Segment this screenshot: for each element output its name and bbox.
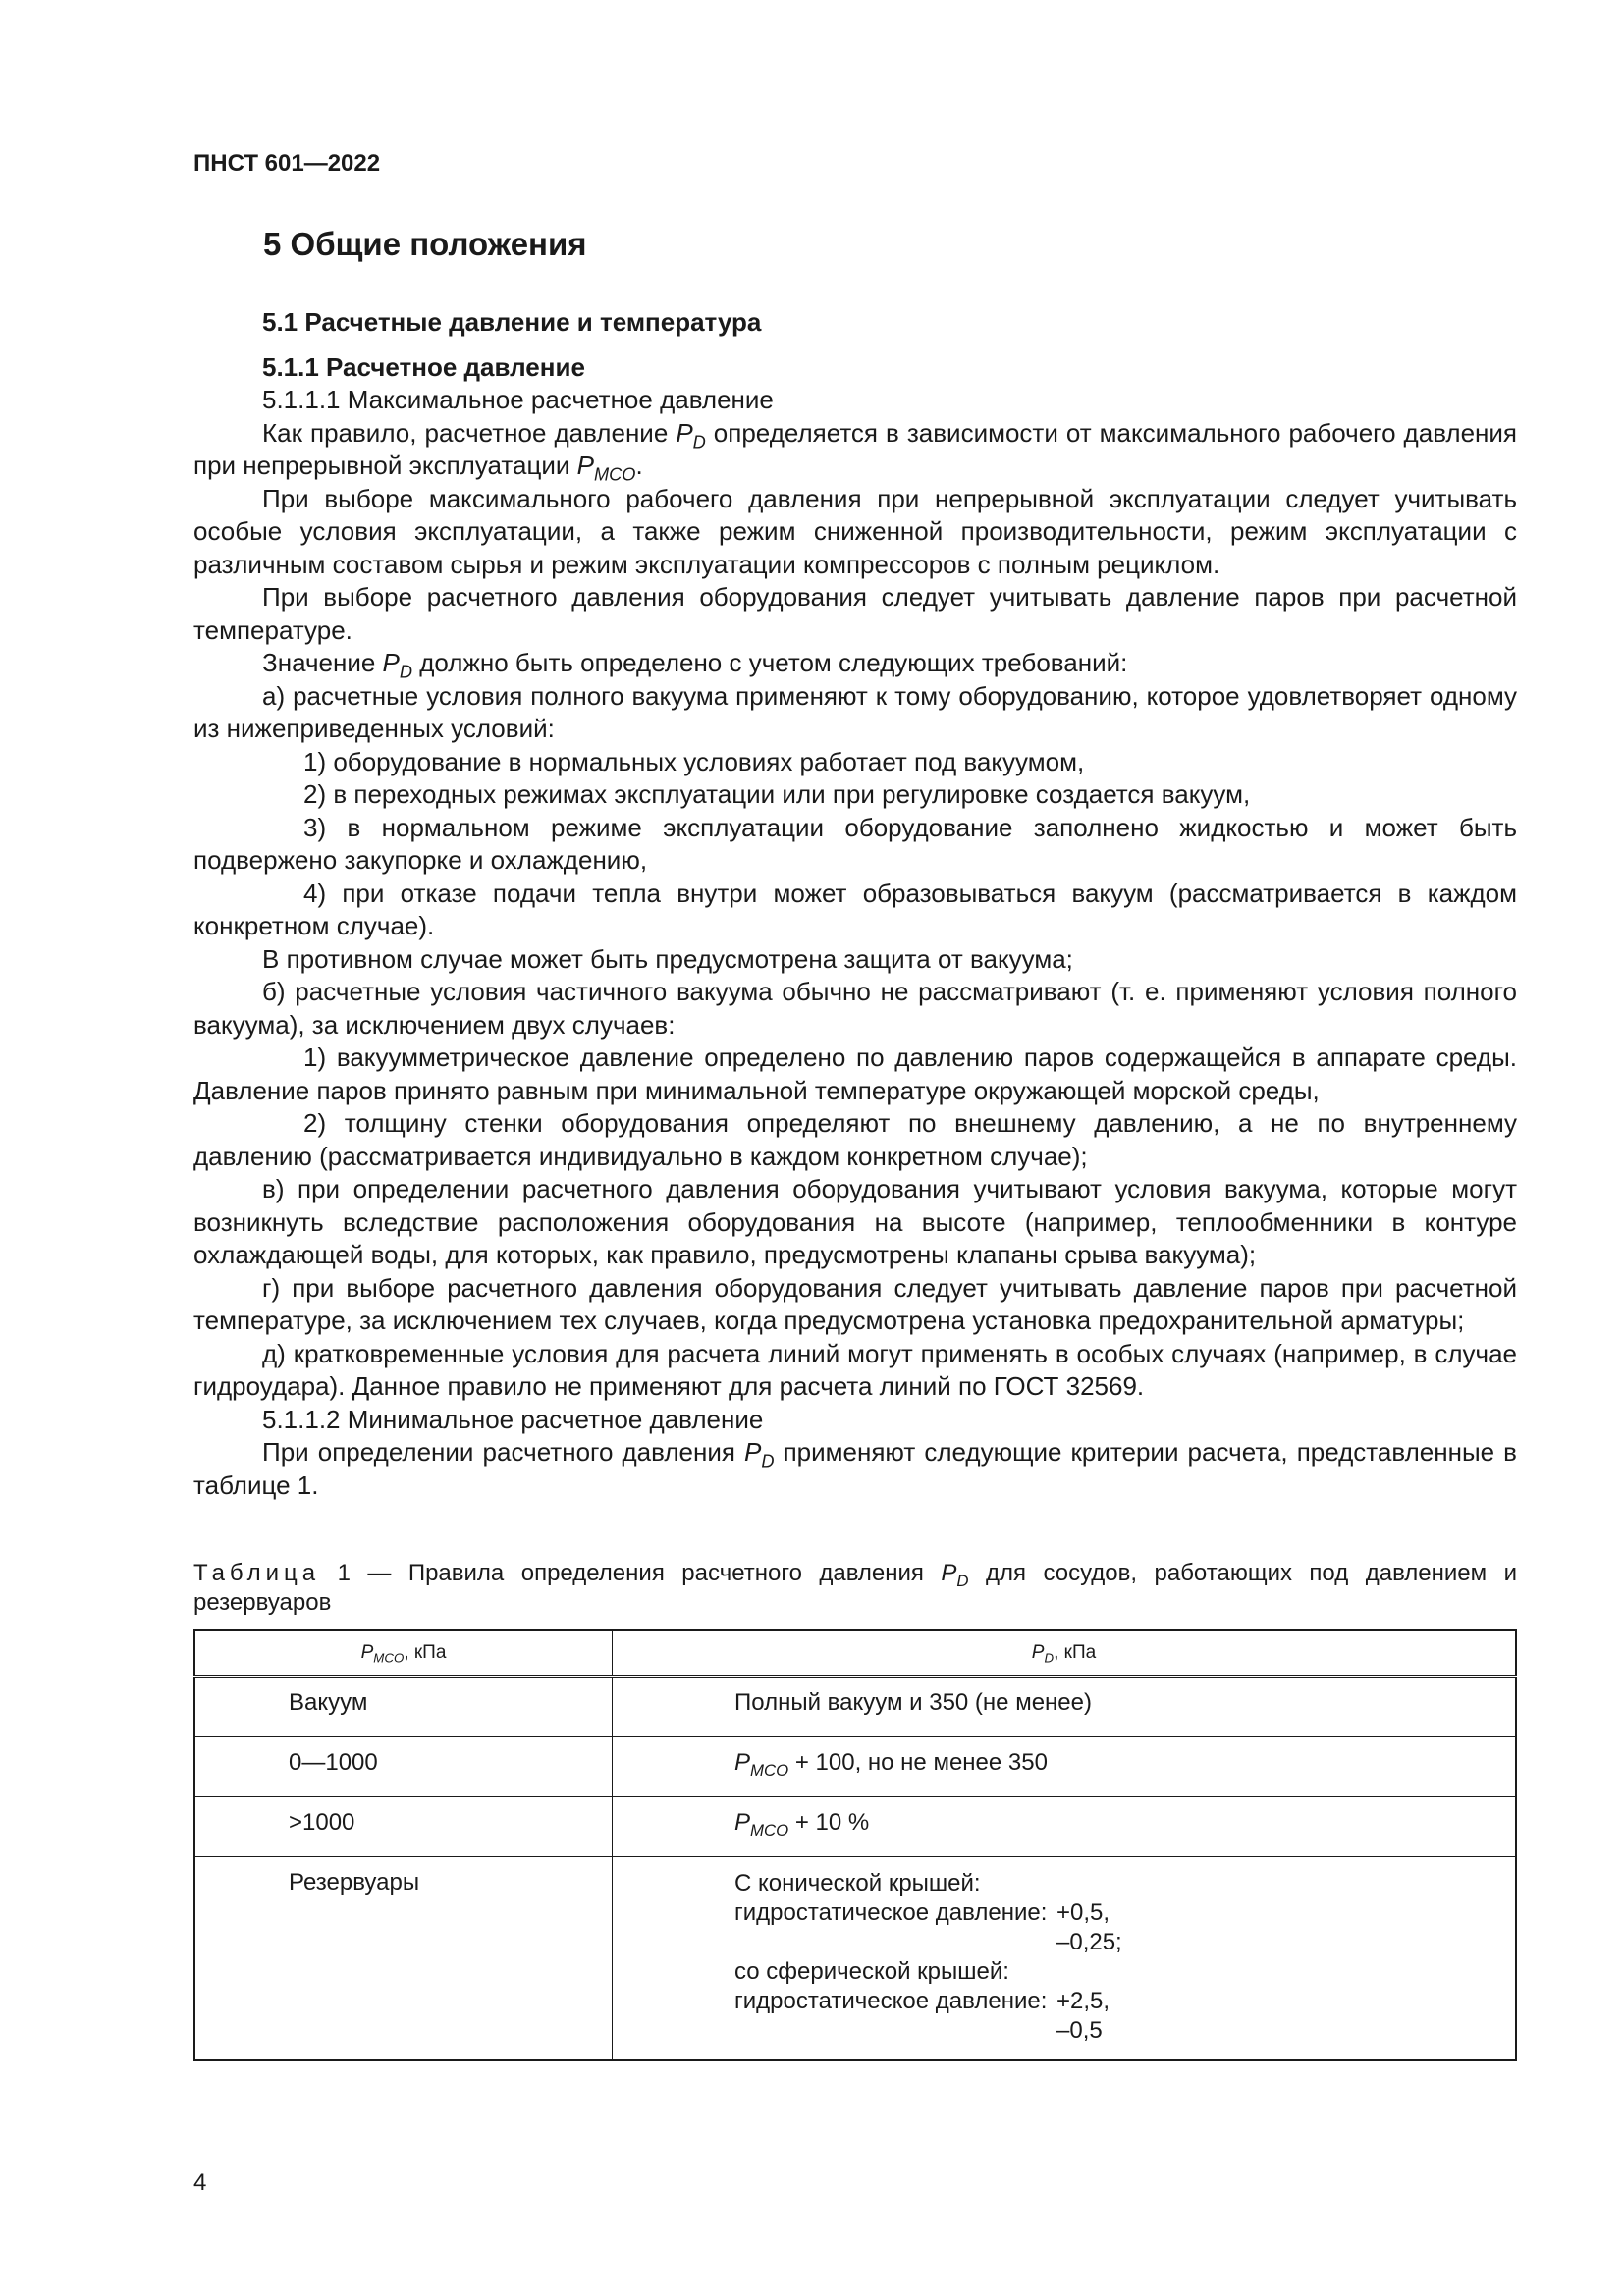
- paragraph: При определении расчетного давления $P_D$ применяют следующие критерии расчета, представленные в таблице 1.: [193, 1437, 1517, 1500]
- list-item-b1: 1) вакуумметрическое давление определено по давлению паров содержащейся в аппарате среды. Давление паров принято равным при минимальной температуре окружающей морской среды,: [193, 1042, 1517, 1105]
- list-item-a3: 3) в нормальном режиме эксплуатации оборудование заполнено жидкостью и может быть подвержено закупорке и охлаждению,: [193, 812, 1517, 875]
- design-pressure-table: [193, 1629, 1517, 2061]
- tank-cell: С конической крышей: гидростатическое давление: +0,5, –0,25; со сферической крышей: гидростатическое давление: +2,5, –0,5: [613, 1857, 1517, 2061]
- table-row: Резервуары С конической крышей: гидростатическое давление: +0,5, –0,25; со сферической крышей: гидростатическое давление: +2,5, –0,5: [194, 1857, 1516, 2061]
- header-pmco: $P_{MCO}$, кПа: [194, 1630, 613, 1677]
- body-text: [193, 306, 1517, 1502]
- paragraph: При выборе расчетного давления оборудования следует учитывать давление паров при расчетной температуре.: [193, 582, 1517, 645]
- list-item-a2: 2) в переходных режимах эксплуатации или при регулировке создается вакуум,: [303, 779, 1251, 809]
- header-pd: $P_D$, кПа: [613, 1630, 1517, 1677]
- paragraph: При выборе максимального рабочего давления при непрерывной эксплуатации следует учитывать особые условия эксплуатации, а также режим сниженной производительности, режим эксплуатации с различным составом сырья и режим эксплуатации компрессоров с полным рециклом.: [193, 483, 1517, 579]
- paragraph: Значение $P_D$ должно быть определено с учетом следующих требований:: [262, 648, 1128, 682]
- heading-5-1-1-1: 5.1.1.1 Максимальное расчетное давление: [262, 385, 774, 414]
- list-item-v: в) при определении расчетного давления оборудования учитывают условия вакуума, которые могут возникнуть вследствие расположения оборудования на высоте (например, теплообменники в контуре охлаждающей воды, для которых, как правило, предусмотрены клапаны срыва вакуума);: [193, 1174, 1517, 1269]
- table-row: 0—1000 $P_{MCO} + 100$, но не менее 350: [194, 1737, 1516, 1797]
- table-header-row: [194, 1630, 1516, 1677]
- heading-5-1-1: 5.1.1 Расчетное давление: [262, 351, 585, 382]
- list-item-d: д) кратковременные условия для расчета линий могут применять в особых случаях (например, в случае гидроудара). Данное правило не применяют для расчета линий по ГОСТ 32569.: [193, 1338, 1517, 1401]
- paragraph: Как правило, расчетное давление $P_D$ определяется в зависимости от максимального рабочего давления при непрерывной эксплуатации $P_{MCO}$.: [193, 417, 1517, 485]
- heading-5-1: 5.1 Расчетные давление и температура: [262, 307, 762, 337]
- heading-5-1-1-2: 5.1.1.2 Минимальное расчетное давление: [262, 1404, 764, 1434]
- document-header: ПНСТ 601—2022: [193, 150, 381, 177]
- paragraph: В противном случае может быть предусмотрена защита от вакуума;: [262, 943, 1073, 974]
- page-number: 4: [193, 2169, 207, 2196]
- list-item-a1: 1) оборудование в нормальных условиях работает под вакуумом,: [303, 746, 1085, 776]
- list-item-b2: 2) толщину стенки оборудования определяют по внешнему давлению, а не по внутреннему давлению (рассматривается индивидуально в каждом конкретном случае);: [193, 1108, 1517, 1171]
- list-item-g: г) при выборе расчетного давления оборудования следует учитывать давление паров при расчетной температуре, за исключением тех случаев, когда предусмотрена установка предохранительной арматуры;: [193, 1272, 1517, 1335]
- table-caption: Таблица 1 — Правила определения расчетного давления $P_D$ для сосудов, работающих под давлением и резервуаров: [193, 1560, 1517, 1616]
- table-row: >1000 $P_{MCO} + 10$ %: [194, 1797, 1516, 1857]
- list-item-a4: 4) при отказе подачи тепла внутри может образовываться вакуум (рассматривается в каждом конкретном случае).: [193, 878, 1517, 940]
- table-row: Вакуум Полный вакуум и 350 (не менее): [194, 1677, 1516, 1737]
- list-item-a: а) расчетные условия полного вакуума применяют к тому оборудованию, которое удовлетворяет одному из нижеприведенных условий:: [193, 680, 1517, 743]
- list-item-b: б) расчетные условия частичного вакуума обычно не рассматривают (т. е. применяют условия полного вакуума), за исключением двух случаев:: [193, 977, 1517, 1040]
- section-title: 5 Общие положения: [263, 226, 587, 262]
